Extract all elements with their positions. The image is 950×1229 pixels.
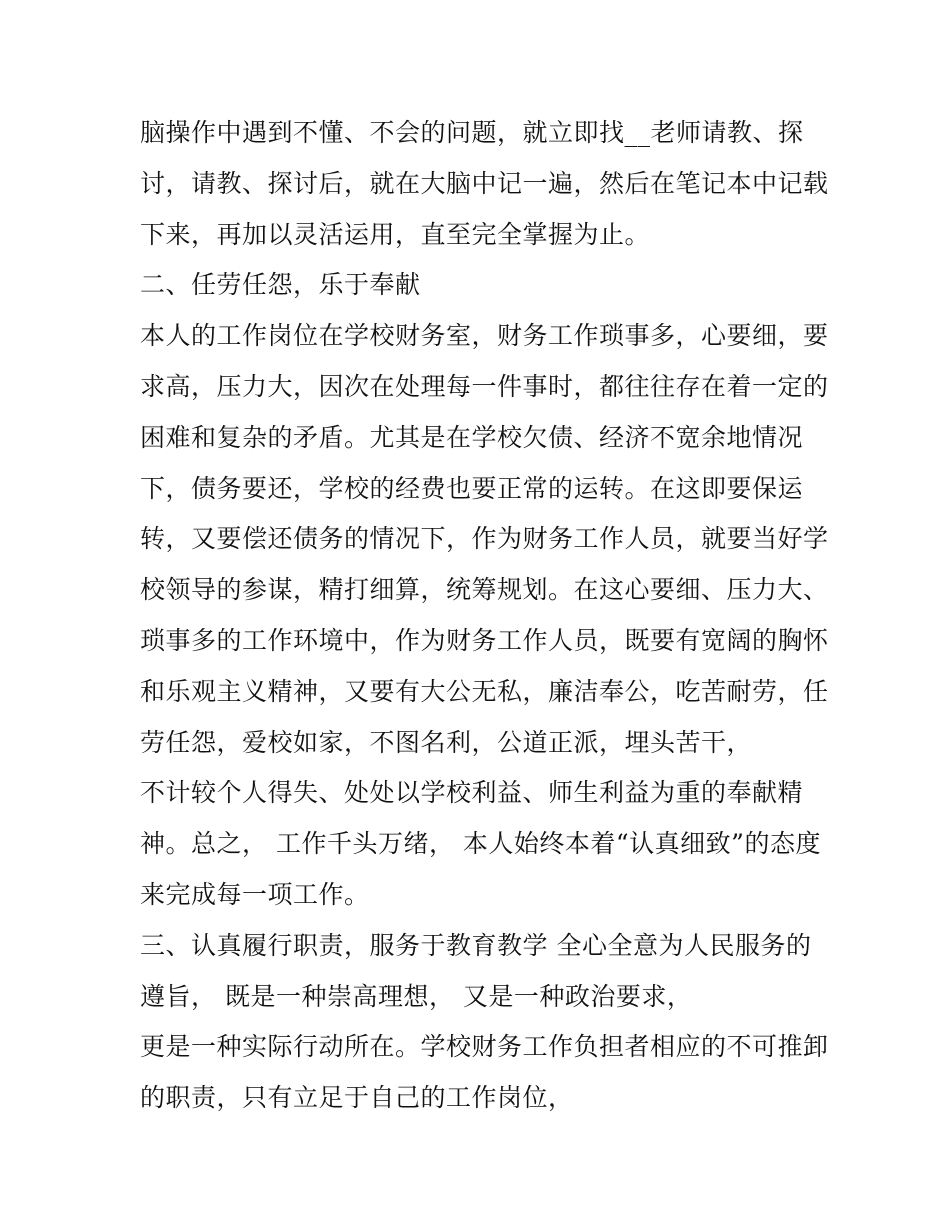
text-line-20: 的职责，只有立足于自己的工作岗位， [140, 1083, 574, 1113]
body-text [140, 108, 829, 1124]
text-line-9: 转，又要偿还债务的情况下，作为财务工作人员，就要当好学 [140, 524, 829, 554]
text-line-5: 本人的工作岗位在学校财务室，财务工作琐事多，心要细，要 [140, 321, 829, 351]
text-line-14: 不计较个人得失、处处以学校利益、师生利益为重的奉献精 [140, 778, 804, 808]
text-line-1: 脑操作中遇到不懂、不会的问题，就立即找__老师请教、探 [140, 118, 804, 147]
section-heading-2: 二、任劳任怨，乐于奉献 [140, 270, 421, 300]
text-line-2: 讨，请教、探讨后，就在大脑中记一遍，然后在笔记本中记载 [140, 168, 829, 198]
text-line-6: 求高，压力大，因次在处理每一件事时，都往往存在着一定的 [140, 371, 829, 401]
text-line-16: 来完成每一项工作。 [140, 879, 370, 909]
text-line-8: 下，债务要还，学校的经费也要正常的运转。在这即要保运 [140, 473, 804, 503]
text-line-11: 琐事多的工作环境中，作为财务工作人员，既要有宽阔的胸怀 [140, 625, 829, 655]
section-heading-3: 三、认真履行职责，服务于教育教学 全心全意为人民服务的 [140, 930, 812, 960]
text-line-15: 神。总之， 工作千头万绪， 本人始终本着“认真细致”的态度 [140, 829, 821, 859]
text-line-3: 下来，再加以灵活运用，直至完全掌握为止。 [140, 219, 651, 249]
text-line-10: 校领导的参谋，精打细算，统筹规划。在这心要细、压力大、 [140, 575, 829, 605]
text-line-18: 遵旨， 既是一种崇高理想， 又是一种政治要求， [140, 981, 693, 1011]
text-line-12: 和乐观主义精神，又要有大公无私，廉洁奉公，吃苦耐劳，任 [140, 676, 829, 706]
text-line-19: 更是一种实际行动所在。学校财务工作负担者相应的不可推卸 [140, 1032, 829, 1062]
text-line-13: 劳任怨，爱校如家，不图名利，公道正派，埋头苦干， [140, 727, 753, 757]
text-line-7: 困难和复杂的矛盾。尤其是在学校欠债、经济不宽余地情况 [140, 422, 804, 452]
